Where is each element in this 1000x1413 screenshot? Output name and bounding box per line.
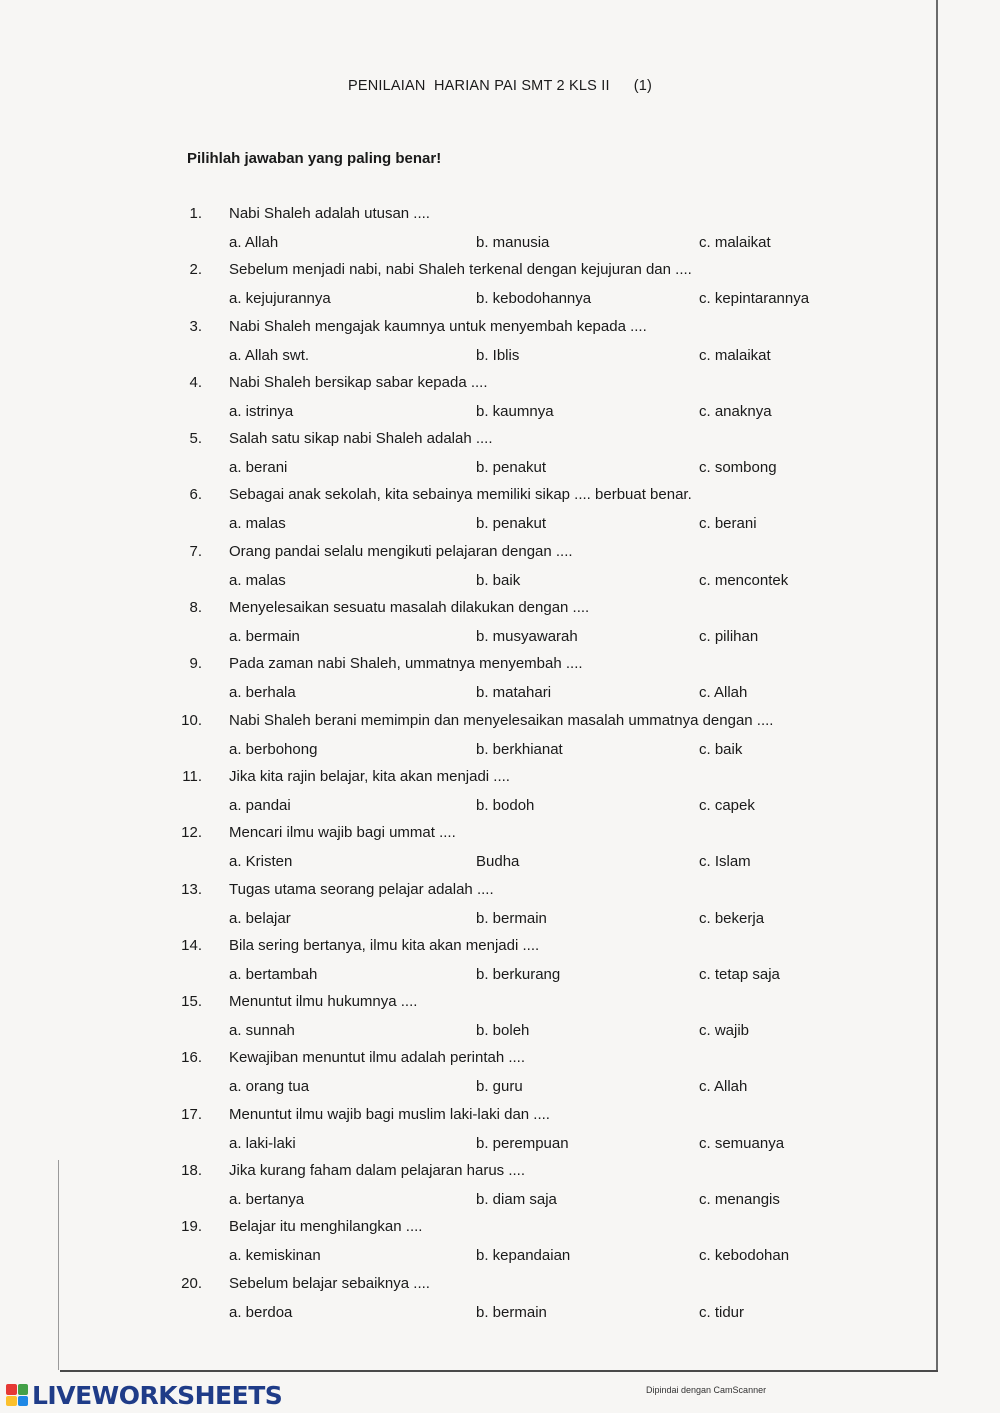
option-c: c. capek [699, 796, 755, 814]
option-c: c. Allah [699, 1078, 748, 1096]
option-a: a. pandai [229, 796, 291, 814]
option-b: b. bodoh [476, 796, 535, 814]
question-text: Tugas utama seorang pelajar adalah .... [229, 880, 494, 898]
question-item [0, 993, 1000, 1049]
logo-grid-icon [6, 1384, 28, 1406]
question-item [0, 1049, 1000, 1105]
question-text: Pada zaman nabi Shaleh, ummatnya menyembah .... [229, 655, 583, 673]
option-a: a. laki-laki [229, 1134, 296, 1152]
option-b: b. diam saja [476, 1191, 557, 1209]
option-b: b. manusia [476, 234, 550, 251]
option-b: b. bermain [476, 1303, 547, 1321]
question-number: 10. [181, 711, 202, 729]
question-item [0, 486, 1000, 542]
option-b: b. kaumnya [476, 402, 554, 420]
question-text: Sebagai anak sekolah, kita sebainya memiliki sikap .... berbuat benar. [229, 486, 692, 504]
option-c: c. semuanya [699, 1134, 785, 1152]
logo-text: LIVEWORKSHEETS [32, 1380, 283, 1410]
option-c: c. pilihan [699, 628, 759, 646]
option-a: a. belajar [229, 909, 291, 927]
question-text: Kewajiban menuntut ilmu adalah perintah .... [229, 1049, 526, 1067]
question-number: 6. [189, 486, 202, 504]
question-item [0, 318, 1000, 374]
question-item [0, 1106, 1000, 1162]
option-c: c. Allah [699, 684, 748, 702]
option-c: c. mencontek [699, 571, 789, 589]
option-b: b. matahari [476, 684, 552, 702]
option-c: c. Islam [699, 853, 751, 871]
question-number: 5. [189, 430, 202, 448]
question-item [0, 1275, 1000, 1331]
option-c: c. anaknya [699, 402, 772, 420]
option-c: c. bekerja [699, 909, 765, 927]
question-text: Jika kita rajin belajar, kita akan menjadi .... [229, 767, 510, 785]
question-number: 9. [189, 655, 202, 673]
option-b: Budha [476, 853, 520, 871]
option-a: a. kejujurannya [229, 290, 331, 308]
question-item [0, 543, 1000, 599]
question-text: Menuntut ilmu hukumnya .... [229, 993, 418, 1011]
question-number: 17. [181, 1105, 202, 1123]
question-number: 2. [189, 261, 202, 279]
question-list [0, 205, 1000, 1331]
option-a: a. malas [229, 571, 286, 589]
option-b: b. berkurang [476, 965, 561, 983]
question-number: 20. [181, 1274, 202, 1292]
question-text: Bila sering bertanya, ilmu kita akan menjadi .... [229, 936, 540, 954]
question-number: 12. [181, 824, 202, 842]
option-b: b. Iblis [476, 346, 520, 364]
option-b: b. penakut [476, 459, 547, 477]
question-number: 18. [181, 1162, 202, 1180]
question-text: Jika kurang faham dalam pelajaran harus .... [229, 1162, 525, 1180]
option-c: c. berani [699, 515, 757, 533]
option-a: a. Allah swt. [229, 346, 310, 364]
option-a: a. berdoa [229, 1303, 293, 1321]
option-b: b. penakut [476, 515, 547, 533]
option-c: c. wajib [699, 1022, 750, 1040]
option-c: c. tetap saja [699, 965, 780, 983]
option-a: a. sunnah [229, 1022, 295, 1040]
option-a: a. berani [229, 459, 288, 477]
question-number: 13. [181, 880, 202, 898]
option-b: b. kebodohannya [476, 290, 592, 308]
question-text: Menyelesaikan sesuatu masalah dilakukan dengan .... [229, 599, 590, 617]
option-b: b. guru [476, 1078, 523, 1096]
liveworksheets-logo[interactable] [6, 1380, 282, 1410]
option-a: a. Kristen [229, 853, 293, 871]
question-item [0, 712, 1000, 768]
title-text: PENILAIAN HARIAN PAI SMT 2 KLS II [347, 78, 610, 94]
question-item [0, 1162, 1000, 1218]
option-c: c. tidur [699, 1303, 745, 1321]
option-c: c. kepintarannya [699, 290, 810, 308]
option-c: c. malaikat [699, 234, 771, 251]
option-a: a. kemiskinan [229, 1247, 321, 1265]
question-item [0, 430, 1000, 486]
option-a: a. bermain [229, 628, 300, 646]
question-number: 11. [182, 767, 202, 785]
option-a: a. Allah [229, 234, 279, 251]
question-text: Orang pandai selalu mengikuti pelajaran dengan .... [229, 542, 573, 560]
option-c: c. sombong [699, 459, 777, 477]
option-b: b. kepandaian [476, 1247, 571, 1265]
instruction: Pilihlah jawaban yang paling benar! [187, 150, 442, 167]
option-a: a. orang tua [229, 1078, 310, 1096]
question-number: 1. [189, 205, 202, 222]
question-text: Menuntut ilmu wajib bagi muslim laki-laki dan .... [229, 1105, 550, 1123]
option-b: b. musyawarah [476, 628, 578, 646]
question-item [0, 261, 1000, 317]
option-b: b. baik [476, 571, 521, 589]
question-text: Nabi Shaleh adalah utusan .... [229, 205, 430, 222]
question-text: Nabi Shaleh berani memimpin dan menyelesaikan masalah ummatnya dengan .... [229, 711, 774, 729]
question-item [0, 205, 1000, 261]
question-item [0, 1218, 1000, 1274]
question-number: 19. [181, 1218, 202, 1236]
option-b: b. boleh [476, 1022, 530, 1040]
question-text: Nabi Shaleh bersikap sabar kepada .... [229, 373, 488, 391]
question-item [0, 881, 1000, 937]
question-number: 16. [181, 1049, 202, 1067]
option-b: b. berkhianat [476, 740, 563, 758]
question-text: Sebelum menjadi nabi, nabi Shaleh terkenal dengan kejujuran dan .... [229, 261, 692, 279]
question-number: 15. [181, 993, 202, 1011]
question-text: Salah satu sikap nabi Shaleh adalah .... [229, 430, 493, 448]
option-c: c. kebodohan [699, 1247, 790, 1265]
option-a: a. malas [229, 515, 286, 533]
option-b: b. bermain [476, 909, 547, 927]
option-b: b. perempuan [476, 1134, 569, 1152]
option-a: a. berbohong [229, 740, 318, 758]
option-a: a. bertambah [229, 965, 318, 983]
question-number: 4. [189, 373, 202, 391]
question-item [0, 824, 1000, 880]
page-title [0, 78, 1000, 94]
option-a: a. istrinya [229, 402, 294, 420]
question-text: Nabi Shaleh mengajak kaumnya untuk menyembah kepada .... [229, 317, 647, 335]
question-item [0, 768, 1000, 824]
question-number: 7. [189, 542, 202, 560]
question-text: Belajar itu menghilangkan .... [229, 1218, 423, 1236]
option-a: a. berhala [229, 684, 296, 702]
question-text: Sebelum belajar sebaiknya .... [229, 1274, 430, 1292]
paper-edge-bottom [60, 1370, 938, 1372]
scanner-watermark: Dipindai dengan CamScanner [646, 1385, 767, 1395]
option-c: c. baik [699, 740, 743, 758]
question-item [0, 655, 1000, 711]
question-number: 14. [181, 936, 202, 954]
question-number: 3. [189, 317, 202, 335]
page-number: (1) [633, 78, 653, 94]
question-text: Mencari ilmu wajib bagi ummat .... [229, 824, 456, 842]
question-item [0, 599, 1000, 655]
question-item [0, 937, 1000, 993]
question-number: 8. [189, 599, 202, 617]
question-item [0, 374, 1000, 430]
option-c: c. malaikat [699, 346, 771, 364]
option-c: c. menangis [699, 1191, 780, 1209]
option-a: a. bertanya [229, 1191, 305, 1209]
